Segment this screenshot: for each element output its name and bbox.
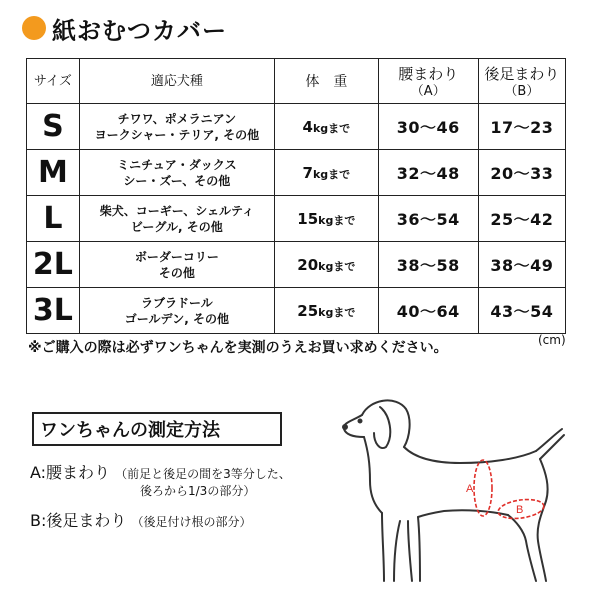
leg-cell: 20〜33 [478, 150, 565, 196]
breed-line: ゴールデン, その他 [124, 311, 229, 326]
leg-cell: 43〜54 [478, 288, 565, 334]
leg-cell: 17〜23 [478, 104, 565, 150]
breed-line: シー・ズー、その他 [123, 173, 231, 188]
weight-unit: kgまで [312, 121, 351, 135]
measure-a-line [30, 460, 291, 483]
leg-cell: 25〜42 [478, 196, 565, 242]
measure-b-desc: （後足付け根の部分） [131, 515, 252, 529]
weight-value: 4 [302, 117, 313, 136]
header-size: サイズ [27, 59, 80, 104]
purchase-note: ※ご購入の際は必ずワンちゃんを実測のうえお買い求めください。 [28, 340, 448, 356]
weight-unit: kgまで [318, 259, 356, 273]
waist-cell: 40〜64 [378, 288, 478, 334]
weight-unit: kgまで [318, 305, 356, 319]
table-row [27, 242, 566, 288]
weight-unit: kgまで [312, 167, 351, 181]
measure-b-line [30, 508, 251, 531]
header-leg [478, 59, 565, 104]
breed-line: 柴犬、コーギー、シェルティ [99, 203, 255, 218]
label-b-mark: B [516, 504, 524, 516]
measure-a-label: A:腰まわり [30, 463, 111, 482]
breed-line: ボーダーコリー [134, 249, 219, 264]
weight-value: 25 [297, 301, 319, 320]
breed-line: ラブラドール [140, 295, 213, 310]
table-row [27, 196, 566, 242]
weight-cell [274, 288, 378, 334]
measure-method-heading: ワンちゃんの測定方法 [32, 412, 282, 446]
weight-unit: kgまで [318, 213, 356, 227]
breed-cell [79, 242, 274, 288]
unit-label: (cm) [538, 333, 566, 347]
waist-cell: 38〜58 [378, 242, 478, 288]
label-a-mark: A [466, 483, 474, 495]
weight-value: 7 [302, 163, 313, 182]
table-header-row [27, 59, 566, 104]
leg-cell: 38〜49 [478, 242, 565, 288]
size-cell: 2L [27, 242, 80, 288]
breed-cell [79, 150, 274, 196]
header-breed: 適応犬種 [79, 59, 274, 104]
measure-b-label: B:後足まわり [30, 511, 127, 530]
weight-cell [274, 242, 378, 288]
waist-cell: 36〜54 [378, 196, 478, 242]
size-cell: L [27, 196, 80, 242]
breed-cell [79, 288, 274, 334]
header-waist-code: （A） [410, 84, 446, 99]
breed-line: チワワ、ポメラニアン [117, 111, 237, 126]
size-table [26, 58, 566, 334]
waist-measure-ring [474, 460, 492, 516]
table-row [27, 150, 566, 196]
size-cell: S [27, 104, 80, 150]
table-row [27, 288, 566, 334]
measure-a-desc-cont: 後ろから1/3の部分） [140, 484, 256, 498]
dog-outline [343, 400, 564, 581]
header-leg-code: （B） [504, 84, 540, 99]
size-cell: 3L [27, 288, 80, 334]
breed-line: その他 [158, 265, 195, 280]
header-waist [378, 59, 478, 104]
weight-value: 15 [297, 209, 319, 228]
breed-line: ビーグル, その他 [130, 219, 223, 234]
title-row [22, 12, 227, 44]
weight-cell [274, 150, 378, 196]
header-leg-label: 後足まわり [484, 65, 560, 83]
header-weight: 体 重 [274, 59, 378, 104]
weight-value: 20 [297, 255, 319, 274]
waist-cell: 30〜46 [378, 104, 478, 150]
breed-cell [79, 196, 274, 242]
table-row [27, 104, 566, 150]
measure-a-desc: （前足と後足の間を3等分した、 [115, 467, 291, 481]
breed-line: ヨークシャー・テリア, その他 [94, 127, 260, 142]
breed-cell [79, 104, 274, 150]
weight-cell [274, 104, 378, 150]
waist-cell: 32〜48 [378, 150, 478, 196]
size-cell: M [27, 150, 80, 196]
weight-cell [274, 196, 378, 242]
breed-line: ミニチュア・ダックス [117, 157, 237, 172]
orange-dot-icon [22, 16, 46, 40]
header-waist-label: 腰まわり [398, 65, 459, 83]
page-title: 紙おむつカバー [52, 16, 227, 45]
dog-measurement-diagram [340, 385, 570, 590]
